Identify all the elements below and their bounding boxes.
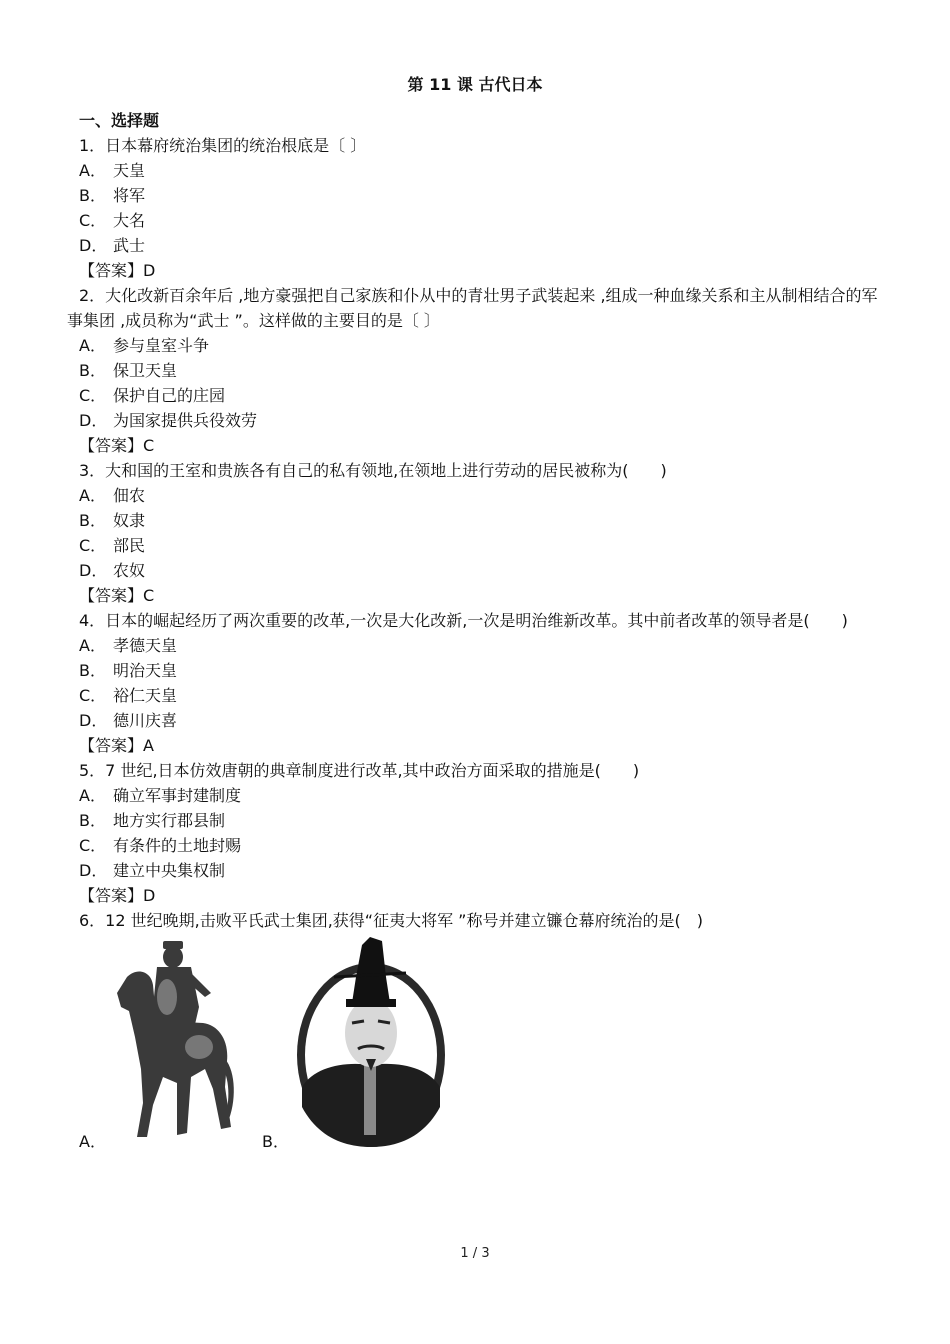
answer: 【答案】C bbox=[79, 586, 155, 605]
question-4 bbox=[67, 608, 887, 758]
page-title: 第 11 课 古代日本 bbox=[407, 75, 543, 94]
question-stem: 5．7 世纪,日本仿效唐朝的典章制度进行改革,其中政治方面采取的措施是( ) bbox=[79, 761, 640, 780]
question-stem: 2．大化改新百余年后 ,地方豪强把自己家族和仆从中的青壮男子武装起来 ,组成一种血缘关系和主从制相结合的军事集团 ,成员称为“武士 ”。这样做的主要目的是〔 〕 bbox=[67, 286, 878, 330]
question-3 bbox=[67, 458, 887, 608]
option-d: D． 德川庆喜 bbox=[79, 711, 178, 730]
option-b: B． 地方实行郡县制 bbox=[79, 811, 226, 830]
option-d: D． 武士 bbox=[79, 236, 146, 255]
answer: 【答案】C bbox=[79, 436, 155, 455]
option-c: C． 部民 bbox=[79, 536, 146, 555]
image-label-a: A． bbox=[79, 1132, 106, 1151]
option-a: A． 佃农 bbox=[79, 486, 146, 505]
option-c: C． 有条件的土地封赐 bbox=[79, 836, 242, 855]
option-b: B． 奴隶 bbox=[79, 511, 146, 530]
option-b: B． 保卫天皇 bbox=[79, 361, 178, 380]
question-5 bbox=[67, 758, 887, 908]
option-a: A． 孝德天皇 bbox=[79, 636, 178, 655]
section-heading: 一、选择题 bbox=[79, 111, 160, 130]
option-a: A． 参与皇室斗争 bbox=[79, 336, 210, 355]
image-label-b: B． bbox=[262, 1132, 289, 1151]
question-stem: 4．日本的崛起经历了两次重要的改革,一次是大化改新,一次是明治维新改革。其中前者改革的领导者是( ) bbox=[79, 611, 848, 630]
answer: 【答案】A bbox=[79, 736, 154, 755]
option-d: D． 建立中央集权制 bbox=[79, 861, 226, 880]
option-c: C． 裕仁天皇 bbox=[79, 686, 178, 705]
option-b: B． 明治天皇 bbox=[79, 661, 178, 680]
portrait-image bbox=[294, 937, 448, 1149]
question-stem: 3．大和国的王室和贵族各有自己的私有领地,在领地上进行劳动的居民被称为( ) bbox=[79, 461, 667, 480]
equestrian-statue-image bbox=[107, 937, 237, 1143]
answer: 【答案】D bbox=[79, 261, 156, 280]
question-stem: 6．12 世纪晚期,击败平氏武士集团,获得“征夷大将军 ”称号并建立镰仓幕府统治的是( ) bbox=[79, 911, 703, 930]
option-a: A． 确立军事封建制度 bbox=[79, 786, 242, 805]
option-d: D． 农奴 bbox=[79, 561, 146, 580]
option-d: D． 为国家提供兵役效劳 bbox=[79, 411, 258, 430]
question-1 bbox=[67, 133, 887, 283]
option-c: C． 保护自己的庄园 bbox=[79, 386, 226, 405]
option-b: B． 将军 bbox=[79, 186, 146, 205]
question-2 bbox=[67, 283, 887, 458]
page-number: 1 / 3 bbox=[460, 1246, 490, 1261]
option-c: C． 大名 bbox=[79, 211, 146, 230]
answer: 【答案】D bbox=[79, 886, 156, 905]
option-a: A． 天皇 bbox=[79, 161, 146, 180]
question-6 bbox=[67, 908, 887, 1161]
answer-images bbox=[67, 933, 887, 1161]
document-body bbox=[67, 108, 887, 1161]
question-stem: 1．日本幕府统治集团的统治根底是〔 〕 bbox=[79, 136, 367, 155]
